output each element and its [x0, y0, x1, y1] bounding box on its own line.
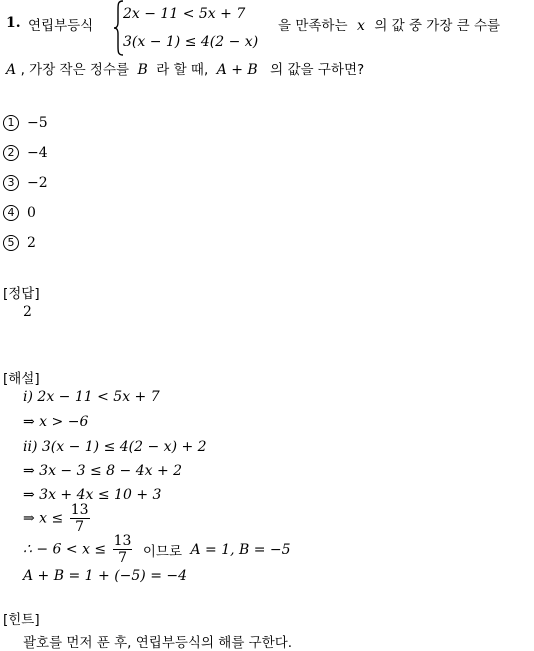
- choice-2[interactable]: [3, 145, 48, 161]
- question-line2-f: 의 값을 구하면?: [270, 62, 365, 78]
- choice-4[interactable]: [3, 205, 36, 221]
- solution-line-6: [23, 502, 92, 535]
- fraction-numerator: 13: [70, 502, 89, 518]
- choice-1-mark: 1: [3, 115, 19, 131]
- fraction-13-over-7-b: [113, 533, 133, 566]
- var-A: A: [6, 62, 17, 78]
- solution-line-2: ⇒ x > −6: [23, 414, 89, 430]
- question-tail-b: 의 값 중 가장 큰 수를: [374, 18, 501, 34]
- fraction-numerator: 13: [113, 533, 132, 549]
- solution-line-4: ⇒ 3x − 3 ≤ 8 − 4x + 2: [23, 463, 183, 479]
- question-tail-var: x: [356, 18, 365, 34]
- solution-line-6-text: ⇒ x ≤: [23, 510, 64, 527]
- system-inequality-2: 3(x − 1) ≤ 4(2 − x): [123, 34, 259, 50]
- solution-label: [해설]: [3, 371, 40, 387]
- solution-line-1-text: 2x − 11 < 5x + 7: [37, 389, 160, 405]
- hint-text: 괄호를 먼저 푼 후, 연립부등식의 해를 구한다.: [23, 635, 293, 651]
- solution-line-7-result: A = 1, B = −5: [190, 541, 291, 558]
- choice-2-mark: 2: [3, 145, 19, 161]
- var-B: B: [137, 62, 148, 78]
- answer-value: 2: [23, 304, 32, 320]
- solution-line-3: [23, 439, 207, 455]
- solution-line-7-text: ∴ − 6 < x ≤: [23, 541, 107, 558]
- fraction-denominator: 7: [70, 518, 90, 535]
- choice-3-value: −2: [27, 175, 48, 191]
- question-tail: [278, 14, 500, 34]
- answer-label: [정답]: [3, 286, 40, 302]
- question-number: 1.: [6, 15, 21, 31]
- choice-5-value: 2: [27, 235, 36, 251]
- choice-5[interactable]: [3, 235, 36, 251]
- solution-line-7-korean: 이므로: [142, 543, 183, 560]
- choice-2-value: −4: [27, 145, 48, 161]
- solution-line-1: [23, 389, 160, 405]
- solution-line-5: ⇒ 3x + 4x ≤ 10 + 3: [23, 487, 162, 503]
- fraction-13-over-7: [70, 502, 90, 535]
- choice-4-value: 0: [27, 205, 36, 221]
- choice-3[interactable]: [3, 175, 48, 191]
- question-line2-d: 라 할 때,: [156, 62, 209, 78]
- fraction-denominator: 7: [113, 549, 133, 566]
- question-line2-b: , 가장 작은 정수를: [20, 62, 130, 78]
- question-tail-a: 을 만족하는: [278, 18, 348, 34]
- solution-line-8: A + B = 1 + (−5) = −4: [23, 568, 188, 584]
- question-lead-text: 연립부등식: [28, 18, 94, 34]
- choice-1-value: −5: [27, 115, 48, 131]
- solution-line-7: [23, 533, 291, 566]
- choice-4-mark: 4: [3, 205, 19, 221]
- question-line-2: [6, 58, 364, 78]
- hint-label: [힌트]: [3, 612, 40, 628]
- choice-1[interactable]: [3, 115, 48, 131]
- expr-A-plus-B: A + B: [216, 62, 258, 78]
- choice-5-mark: 5: [3, 235, 19, 251]
- solution-case-ii-tag: ii): [23, 439, 38, 455]
- choice-3-mark: 3: [3, 175, 19, 191]
- system-inequality-1: 2x − 11 < 5x + 7: [123, 6, 246, 22]
- solution-line-3-text: 3(x − 1) ≤ 4(2 − x) + 2: [41, 439, 207, 455]
- solution-case-i-tag: i): [23, 389, 33, 405]
